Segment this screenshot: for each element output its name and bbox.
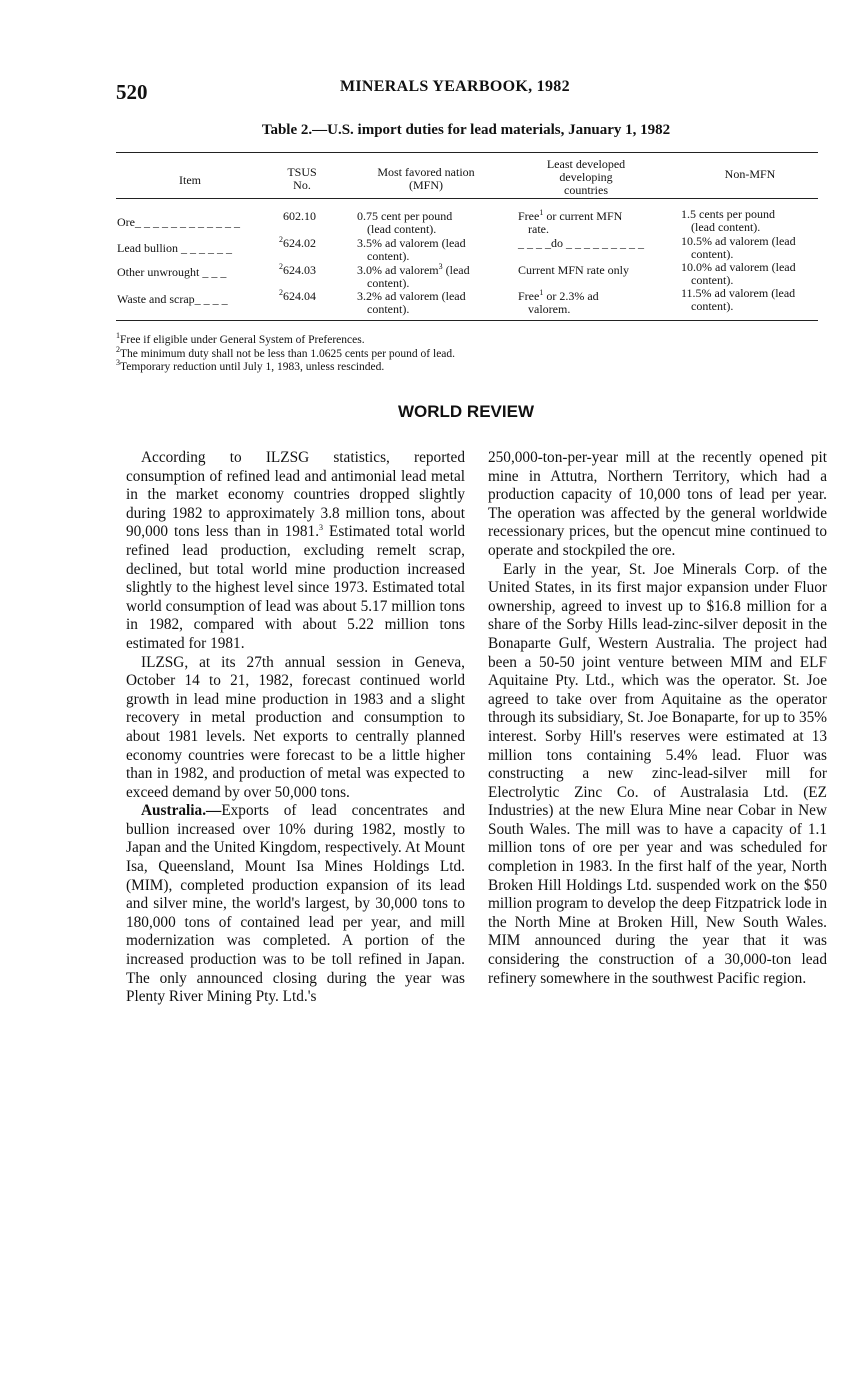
ld-line2: rate. bbox=[528, 222, 549, 236]
table-title: Table 2.—U.S. import duties for lead materials, January 1, 1982 bbox=[261, 122, 671, 138]
header-item-label: Item bbox=[179, 173, 201, 187]
header-ld-line1: Least developed bbox=[546, 157, 626, 171]
nonmfn-line2: (lead content). bbox=[691, 220, 761, 234]
ld-line2: valorem. bbox=[528, 302, 571, 316]
ld-text: _ _ _ _do _ _ _ _ _ _ _ _ _ bbox=[518, 236, 644, 250]
paragraph-consumption bbox=[126, 449, 465, 654]
header-mfn-line2: (MFN) bbox=[408, 178, 443, 192]
table-row-tsus bbox=[266, 290, 316, 303]
footnote-mark: 2 bbox=[116, 344, 120, 354]
ld-text-cont: or 2.3% ad bbox=[543, 289, 599, 303]
header-mfn bbox=[354, 166, 498, 192]
table-row-non-mfn bbox=[681, 208, 775, 234]
header-tsus-line2: No. bbox=[293, 178, 311, 192]
table-row-non-mfn bbox=[681, 261, 796, 287]
ld-line1 bbox=[518, 264, 629, 277]
mfn-text: 3.0% ad valorem bbox=[357, 263, 439, 277]
ld-text: Free bbox=[518, 209, 540, 223]
header-tsus-line1: TSUS bbox=[287, 165, 317, 179]
nonmfn-line2: content). bbox=[691, 247, 734, 261]
table-row-least-developed bbox=[518, 290, 599, 316]
table-row-tsus bbox=[266, 210, 316, 223]
tsus-value: 602.10 bbox=[283, 209, 316, 223]
nonmfn-line2: content). bbox=[691, 273, 734, 287]
table-row-least-developed bbox=[518, 237, 644, 250]
nonmfn-line1: 10.0% ad valorem (lead bbox=[681, 260, 796, 274]
nonmfn-line1: 11.5% ad valorem (lead bbox=[681, 286, 796, 300]
table-row-mfn bbox=[357, 237, 466, 263]
nonmfn-line1: 1.5 cents per pound bbox=[681, 207, 775, 221]
table-row-tsus bbox=[266, 237, 316, 250]
header-ld-line3: countries bbox=[564, 183, 608, 197]
footnote-mark: 1 bbox=[116, 331, 120, 341]
ld-footnote-mark: 1 bbox=[539, 288, 544, 297]
mfn-line2: (lead content). bbox=[367, 222, 437, 236]
header-item bbox=[160, 174, 220, 187]
table-row-mfn bbox=[357, 290, 466, 316]
footnote-2 bbox=[116, 344, 456, 362]
table-row-least-developed bbox=[518, 264, 629, 277]
tsus-footnote-mark: 2 bbox=[279, 288, 283, 297]
paragraph-text: Exports of lead concentrates and bullion increased over 10% during 1982, mostly to Japan and the United Kingdom, respectively. At Mount Isa, Queensland, Mount Isa Mines Holdings Ltd. (MIM), completed production expansion of its lead and silver mine, the world's largest, by 30,000 tons to 180,000 tons of contained lead per year, and mill modernization was completed. A portion of the increased production was to be toll refined in Japan. The only announced closing during the year was Plenty River Mining Pty. Ltd.'s bbox=[126, 802, 465, 1006]
footnote-mark: 3 bbox=[116, 358, 120, 368]
ld-text-cont: or current MFN bbox=[543, 209, 623, 223]
footnote-1 bbox=[116, 331, 455, 348]
mfn-line2: content). bbox=[367, 276, 410, 290]
table-row-item: Waste and scrap_ _ _ _ bbox=[117, 292, 228, 306]
paragraph-st-joe: Early in the year, St. Joe Minerals Corp. of the United States, in its first major expansion under Fluor ownership, agreed to invest up to $16.8 million for a share of the Sorby Hills lead-zinc-silver deposit in the Bonaparte Gulf, Western Australia. The project had been a 50-50 joint venture between MIM and ELF Aquitaine Pty. Ltd., which was the operator. St. Joe agreed to take over from Aquitaine as the operator through its subsidiary, St. Joe Bonaparte, for up to 35% interest. Sorby Hill's reserves were estimated at 13 million tons containing 5.4% lead. Fluor was constructing a new zinc-lead-silver mill for Electrolytic Zinc Co. of Australasia Ltd. (EZ Industries) at the new Elura Mine near Cobar in New South Wales. The mill was to have a capacity of 1.1 million tons of ore per year and was scheduled for completion in 1983. In the first half of the year, North Broken Hill Holdings Ltd. suspended work on the $50 million program to develop the deep Fitzpatrick lode in the North Mine at Broken Hill, New South Wales. MIM announced during the year that it was considering the construction of a 30,000-ton lead refinery somewhere in the southwest Pacific region. bbox=[488, 560, 827, 987]
header-tsus bbox=[276, 166, 328, 192]
ld-text: Current MFN rate only bbox=[518, 263, 629, 277]
tsus-value: 624.03 bbox=[283, 263, 316, 277]
table-row-mfn bbox=[357, 264, 470, 290]
table-row-non-mfn bbox=[681, 287, 795, 313]
ld-line1 bbox=[518, 237, 644, 250]
country-heading: Australia.— bbox=[141, 802, 222, 820]
table-footnotes bbox=[116, 331, 456, 375]
table-row-mfn bbox=[357, 210, 452, 236]
header-non-mfn-label: Non-MFN bbox=[724, 167, 776, 181]
ld-text: Free bbox=[518, 289, 540, 303]
mfn-text: 3.2% ad valorem (lead bbox=[357, 289, 466, 303]
left-column bbox=[126, 449, 465, 1007]
table-row-item: Lead bullion _ _ _ _ _ _ bbox=[117, 241, 232, 255]
table-bottom-rule bbox=[116, 320, 818, 321]
footnote-text: Free if eligible under General System of Preferences. bbox=[120, 334, 365, 346]
nonmfn-line2: content). bbox=[691, 299, 734, 313]
mfn-text: 3.5% ad valorem (lead bbox=[357, 236, 466, 250]
paragraph-text-cont: Estimated total world refined lead production, excluding remelt scrap, declined, but total world mine production increased slightly to the highest level since 1973. Estimated total world consumption of lead was about 5.17 million tons in 1982, compared with about 5.22 million tons estimated for 1981. bbox=[126, 523, 465, 652]
table-row-tsus bbox=[266, 264, 316, 277]
footnote-text: The minimum duty shall not be less than 1.0625 cents per pound of lead. bbox=[120, 347, 456, 360]
tsus-value: 624.04 bbox=[283, 289, 316, 303]
header-mfn-line1: Most favored nation bbox=[377, 165, 475, 179]
mfn-footnote-mark: 3 bbox=[438, 262, 443, 271]
footnote-ref: 3 bbox=[319, 523, 324, 533]
running-title: MINERALS YEARBOOK, 1982 bbox=[340, 78, 570, 95]
mfn-text: 0.75 cent per pound bbox=[357, 209, 453, 223]
nonmfn-line1: 10.5% ad valorem (lead bbox=[681, 234, 796, 248]
header-ld-line2: developing bbox=[559, 170, 613, 184]
footnote-text: Temporary reduction until July 1, 1983, unless rescinded. bbox=[120, 361, 385, 373]
paragraph-australia bbox=[126, 802, 465, 1007]
paragraph-text: According to ILZSG statistics, reported consumption of refined lead and antimonial lead metal in the market economy countries dropped slightly during 1982 to approximately 3.8 million tons, about 90,000 tons less than in 1981. bbox=[126, 449, 465, 541]
paragraph-continued: 250,000-ton-per-year mill at the recently opened pit mine in Attutra, Northern Territory, which had a production capacity of 10,000 tons of lead per year. The operation was affected by the general worldwide recessionary prices, but the opencut mine continued to operate and stockpiled the ore. bbox=[488, 449, 827, 559]
table-row-non-mfn bbox=[681, 235, 796, 261]
tsus-footnote-mark: 2 bbox=[279, 235, 283, 244]
mfn-line2: content). bbox=[367, 302, 410, 316]
tsus-value: 624.02 bbox=[283, 236, 316, 250]
table-row-least-developed bbox=[518, 210, 622, 236]
header-non-mfn bbox=[690, 168, 810, 181]
paragraph-ilzsg-session: ILZSG, at its 27th annual session in Geneva, October 14 to 21, 1982, forecast continued world growth in lead mine production in 1983 and a slight recovery in metal production and consumption to about 1981 levels. Net exports to centrally planned economy countries were forecast to be a little higher than in 1982, and production of metal was expected to exceed demand by over 50,000 tons. bbox=[126, 653, 465, 801]
table-row-item: Ore_ _ _ _ _ _ _ _ _ _ _ _ bbox=[117, 215, 240, 229]
table-top-rule bbox=[116, 152, 818, 153]
section-title: WORLD REVIEW bbox=[398, 402, 534, 421]
tsus-footnote-mark: 2 bbox=[279, 262, 283, 271]
table-row-item: Other unwrought _ _ _ bbox=[117, 265, 227, 279]
header-least-developed bbox=[520, 158, 652, 197]
mfn-text-cont: (lead bbox=[442, 263, 470, 277]
footnote-3 bbox=[116, 358, 455, 375]
right-column bbox=[488, 449, 827, 988]
table-header-rule bbox=[116, 198, 818, 199]
page-number: 520 bbox=[116, 80, 148, 104]
mfn-line2: content). bbox=[367, 249, 410, 263]
ld-footnote-mark: 1 bbox=[539, 208, 544, 217]
